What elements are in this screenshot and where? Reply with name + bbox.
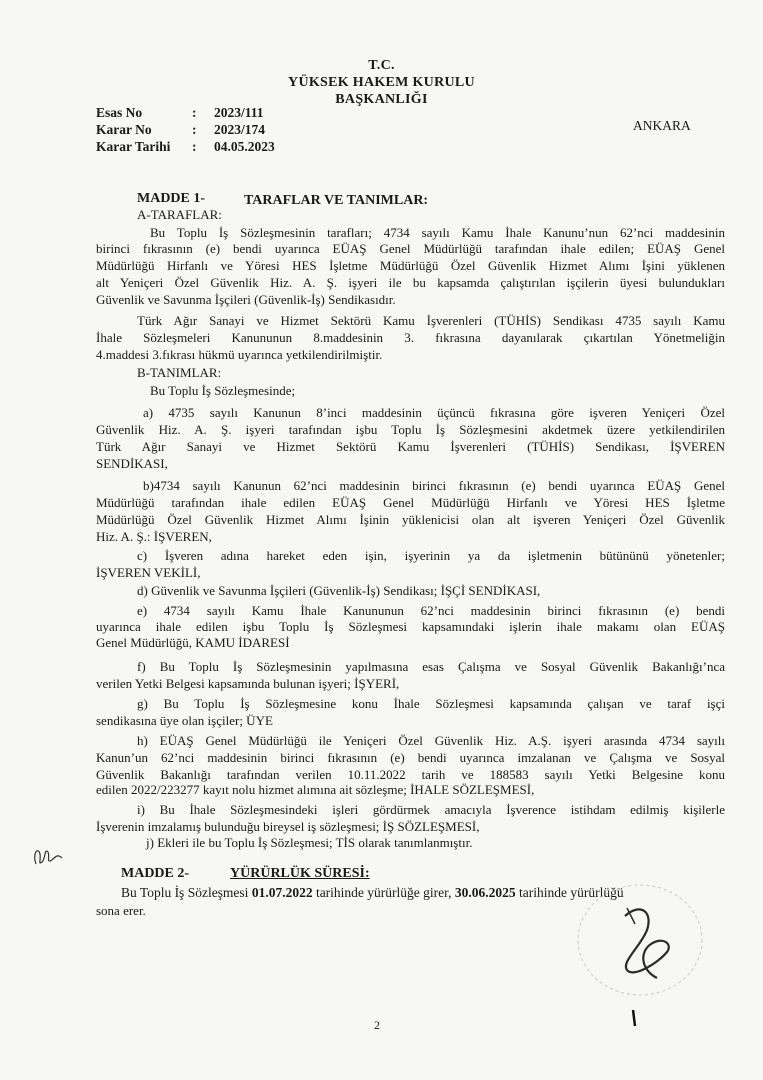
madde2-paragraph bbox=[121, 886, 624, 900]
a-p2-line: Türk Ağır Sanayi ve Hizmet Sektörü Kamu İşverenleri (TÜHİS) Sendikası 4735 sayılı Kamu bbox=[137, 313, 725, 328]
colon: : bbox=[192, 122, 197, 137]
b-i-line: İşverenin imzalamış bulunduğu bireysel iş sözleşmesi; İŞ SÖZLEŞMESİ, bbox=[96, 819, 480, 834]
karar-value: 2023/174 bbox=[214, 122, 266, 137]
effective-date: 01.07.2022 bbox=[251, 885, 313, 900]
b-c-line: c) İşveren adına hareket eden işin, işyerinin ya da işletmenin bütününü yönetenler; bbox=[137, 548, 725, 563]
b-g-line: g) Bu Toplu İş Sözleşmesine konu İhale Sözleşmesi kapsamında çalışan ve taraf işçi bbox=[137, 696, 725, 711]
b-f-line: f) Bu Toplu İş Sözleşmesinin yapılmasına esas Çalışma ve Sosyal Güvenlik Bakanlığı’nca bbox=[137, 659, 725, 674]
madde2-line2: sona erer. bbox=[96, 903, 146, 918]
b-e-line: e) 4734 sayılı Kamu İhale Kanununun 62’nci maddesinin birinci fıkrasının (e) bendi bbox=[137, 603, 725, 618]
b-e-line: Genel Müdürlüğü, KAMU İDARESİ bbox=[96, 635, 290, 650]
colon: : bbox=[192, 139, 197, 154]
b-a-line: Türk Ağır Sanayi ve Hizmet Sektörü Kamu İşverenleri (TÜHİS) Sendikası, İŞVEREN bbox=[96, 439, 725, 454]
tarih-value: 04.05.2023 bbox=[214, 139, 275, 154]
b-a-line: SENDİKASI, bbox=[96, 456, 168, 471]
a-p1-line: birinci fıkrasının (e) bendi uyarınca EÜAŞ Genel Müdürlüğü tarafından ihale edilen; EÜAŞ Genel bbox=[96, 241, 725, 256]
b-d-line: d) Güvenlik ve Savunma İşçileri (Güvenlik-İş) Sendikası; İŞÇİ SENDİKASI, bbox=[137, 583, 541, 598]
b-intro: Bu Toplu İş Sözleşmesinde; bbox=[150, 383, 296, 398]
header-tc: T.C. bbox=[368, 58, 395, 73]
b-b-line: b)4734 sayılı Kanunun 62’nci maddesinin birinci fıkrasının (e) bendi uyarınca EÜAŞ Genel bbox=[143, 478, 725, 493]
tarih-label: Karar Tarihi bbox=[96, 139, 171, 154]
madde2-text-start: Bu Toplu İş Sözleşmesi bbox=[121, 885, 252, 900]
city: ANKARA bbox=[633, 118, 691, 133]
a-heading: A-TARAFLAR: bbox=[137, 207, 222, 222]
b-h-line: Güvenlik Bakanlığı tarafından verilen 10.11.2022 tarih ve 188583 sayılı Yetki Belgesine konu bbox=[96, 767, 725, 782]
b-g-line: sendikasına üye olan işçiler; ÜYE bbox=[96, 713, 273, 728]
b-h-line: Kanun’un 62’nci maddesinin birinci fıkrasının (e) bendi uyarınca imzalanan ve Çalışma ve Sosyal bbox=[96, 750, 725, 765]
a-p2-line: 4.maddesi 3.fıkrası hükmü uyarınca yetkilendirilmiştir. bbox=[96, 347, 383, 362]
page-number: 2 bbox=[374, 1018, 380, 1032]
b-a-line: a) 4735 sayılı Kanunun 8’inci maddesinin üçüncü fıkrasına göre işveren Yeniçeri Özel bbox=[143, 405, 725, 420]
b-b-line: Hiz. A. Ş.: İŞVEREN, bbox=[96, 529, 212, 544]
colon: : bbox=[192, 105, 197, 120]
b-a-line: Güvenlik Hiz. A. Ş. işyeri tarafından işbu Toplu İş Sözleşmesini akdetmek üzere yetkilendirilen bbox=[96, 422, 725, 437]
margin-initial-mark bbox=[28, 840, 68, 870]
a-p1-line: alt Yeniçeri Özel Güvenlik Hiz. A. Ş. işyeri ile bu kapsamda çalıştırılan işçilerin üyesi bulundukları bbox=[96, 275, 725, 290]
b-j-line: j) Ekleri ile bu Toplu İş Sözleşmesi; TİS olarak tanımlanmıştır. bbox=[146, 835, 473, 850]
b-c-line: İŞVEREN VEKİLİ, bbox=[96, 565, 201, 580]
header-presidency: BAŞKANLIĞI bbox=[335, 92, 428, 107]
madde1-number: MADDE 1- bbox=[137, 191, 206, 206]
b-e-line: uyarınca ihale edilen işbu Toplu İş Sözleşmesi kapsamındaki işlerin ihale makamı olan EÜAŞ bbox=[96, 619, 725, 634]
header-institution: YÜKSEK HAKEM KURULU bbox=[288, 75, 475, 90]
b-b-line: Müdürlüğü Özel Güvenlik Hizmet Alımı İşinin yüklenicisi olan alt işveren Yeniçeri Özel Güvenlik bbox=[96, 512, 725, 527]
b-f-line: verilen Yetki Belgesi kapsamında bulunan işyeri; İŞYERİ, bbox=[96, 676, 400, 691]
a-p2-line: İhale Sözleşmeleri Kanununun 8.maddesinin 3. fıkrasına dayanılarak çıkartılan Yönetmeliğin bbox=[96, 330, 725, 345]
a-p1-line: Güvenlik ve Savunma İşçileri (Güvenlik-İş) Sendikasıdır. bbox=[96, 292, 396, 307]
stamp-signature-image bbox=[555, 878, 735, 1028]
end-date: 30.06.2025 bbox=[454, 885, 516, 900]
a-p1-line: Müdürlüğü Hirfanlı ve Yöresi HES İşletme Müdürlüğü Özel Güvenlik Hizmet Alımı İşini yüklenen bbox=[96, 258, 725, 273]
b-b-line: Müdürlüğü tarafından ihale edilen EÜAŞ Genel Müdürlüğü Hirfanlı ve Yöresi HES İşletme bbox=[96, 495, 725, 510]
madde2-title: YÜRÜRLÜK SÜRESİ: bbox=[230, 866, 370, 881]
esas-value: 2023/111 bbox=[214, 105, 264, 120]
a-p1-line: Bu Toplu İş Sözleşmesinin tarafları; 4734 sayılı Kamu İhale Kanunu’nun 62’nci maddesinin bbox=[150, 225, 725, 240]
case-meta bbox=[96, 104, 275, 155]
b-i-line: i) Bu İhale Sözleşmesindeki işleri gördürmek amacıyla İşverence istihdam edilmiş kişilerle bbox=[137, 802, 725, 817]
madde2-text-end: tarihinde yürürlüğü bbox=[515, 885, 624, 900]
b-h-line: edilen 2022/223277 kayıt nolu hizmet alımına ait sözleşme; İHALE SÖZLEŞMESİ, bbox=[96, 782, 535, 797]
b-h-line: h) EÜAŞ Genel Müdürlüğü ile Yeniçeri Özel Güvenlik Hiz. A.Ş. işyeri arasında 4734 sayılı bbox=[137, 733, 725, 748]
b-heading: B-TANIMLAR: bbox=[137, 365, 222, 380]
esas-label: Esas No bbox=[96, 105, 143, 120]
madde2-text-mid: tarihinde yürürlüğe girer, bbox=[312, 885, 455, 900]
karar-label: Karar No bbox=[96, 122, 152, 137]
madde2-number: MADDE 2- bbox=[121, 866, 190, 881]
madde1-title: TARAFLAR VE TANIMLAR: bbox=[244, 193, 429, 208]
